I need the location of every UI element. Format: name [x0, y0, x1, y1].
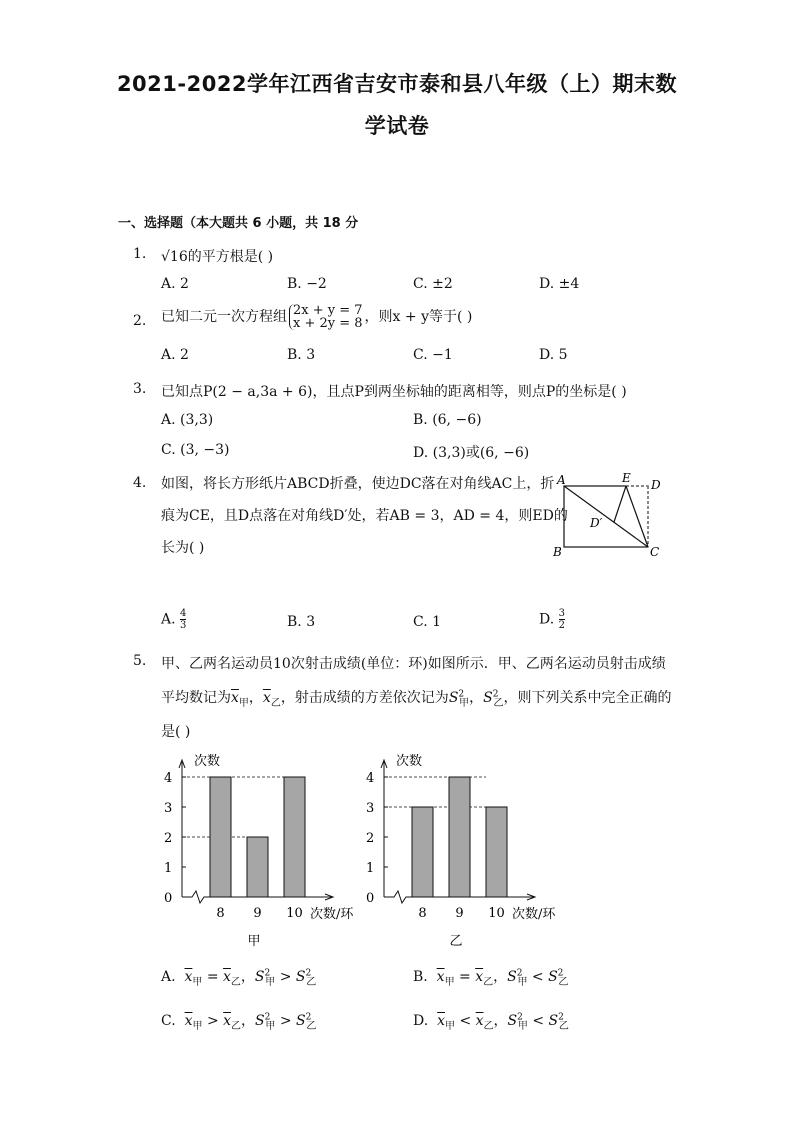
sub-jia: 甲 — [517, 1020, 528, 1032]
q4-option-c[interactable]: C. 1 — [413, 614, 442, 630]
s-symbol: S — [448, 690, 459, 706]
sup-2: 2 — [264, 1012, 271, 1023]
relation-mean: = — [206, 969, 219, 985]
fraction-denominator: 2 — [558, 620, 566, 631]
question-4-line1: 如图，将长方形纸片ABCD折叠，使边DC落在对角线AC上，折 — [161, 476, 555, 492]
sub-jia: 甲 — [459, 697, 470, 709]
sup-2: 2 — [492, 689, 499, 700]
question-3-text: 已知点P(2 − a,3a + 6)，且点P到两坐标轴的距离相等，则点P的坐标是( ) — [161, 384, 627, 400]
xbar-symbol: $\overline{x}$ — [223, 1013, 232, 1029]
question-5-number: 5. — [133, 653, 147, 669]
q4-option-d[interactable] — [539, 608, 565, 631]
equation-system — [289, 304, 363, 330]
xbar-symbol: $\overline{x}$ — [231, 690, 239, 706]
s-symbol: S — [548, 1013, 559, 1029]
x-tick-label: 9 — [455, 906, 464, 921]
bar-chart-yi — [352, 748, 577, 953]
bar-8 — [412, 807, 433, 897]
s-symbol: S — [507, 1013, 518, 1029]
q2-prefix: 已知二元一次方程组 — [161, 309, 287, 325]
q5-line2-c: ，则下列关系中完全正确的 — [503, 690, 672, 706]
q2-option-a[interactable]: A. 2 — [161, 347, 189, 363]
xbar-symbol: $\overline{x}$ — [262, 690, 271, 706]
sup-2: 2 — [558, 1012, 564, 1023]
q5-option-a[interactable]: A. $\overline{x}_甲 = \overline{x}_乙$，$S^2_甲 > S^2_乙$ — [161, 968, 317, 988]
relation-variance: < — [532, 1013, 545, 1029]
xbar-symbol: $\overline{x}$ — [475, 1013, 484, 1029]
q5-option-label: B. — [413, 969, 428, 985]
sup-2: 2 — [305, 968, 312, 979]
sub-yi: 乙 — [306, 1020, 317, 1032]
equation-2: x + 2y = 8 — [293, 316, 363, 331]
q1-option-b[interactable]: B. −2 — [287, 276, 327, 292]
bar-9 — [449, 777, 470, 897]
s-symbol: S — [296, 1013, 306, 1029]
question-5-line3: 是( ) — [161, 724, 191, 740]
sub-jia: 甲 — [444, 976, 455, 988]
q1-option-a[interactable]: A. 2 — [161, 276, 189, 292]
question-3-number: 3. — [133, 381, 147, 397]
q1-option-c[interactable]: C. ±2 — [413, 276, 453, 292]
x-tick-label: 8 — [216, 906, 225, 921]
sup-2: 2 — [264, 968, 271, 979]
sub-yi: 乙 — [483, 1020, 494, 1032]
sub-yi: 乙 — [483, 976, 494, 988]
sub-yi: 乙 — [231, 1020, 242, 1032]
x-tick-label: 8 — [418, 906, 427, 921]
bar-chart-jia — [150, 748, 375, 953]
x-axis-label: 次数/环 — [512, 907, 556, 922]
sub-jia: 甲 — [445, 1020, 455, 1032]
sup-2: 2 — [517, 1012, 523, 1023]
s-symbol: S — [255, 1013, 265, 1029]
question-2-text — [161, 304, 472, 330]
bar-9 — [247, 837, 268, 897]
diagonal-ac — [564, 486, 648, 547]
question-5-line1: 甲、乙两名运动员10次射击成绩(单位：环)如图所示．甲、乙两名运动员射击成绩 — [161, 656, 666, 672]
xbar-symbol: $\overline{x}$ — [437, 1013, 445, 1029]
q2-option-d[interactable]: D. 5 — [539, 347, 568, 363]
sup-2: 2 — [516, 968, 523, 979]
sub-yi: 乙 — [558, 976, 569, 988]
x-tick-label: 10 — [488, 906, 505, 921]
y-tick-label: 2 — [366, 831, 375, 846]
y-tick-label: 1 — [366, 861, 375, 876]
page-title-line2: 学试卷 — [364, 114, 430, 138]
label-d-prime: D′ — [590, 516, 603, 530]
q3-option-d[interactable]: D. (3,3)或(6, −6) — [413, 445, 530, 461]
q4-option-a[interactable] — [161, 608, 186, 631]
q4-option-d-fraction — [559, 608, 565, 631]
bar-10 — [486, 807, 507, 897]
q2-option-b[interactable]: B. 3 — [287, 347, 316, 363]
q5-line2-b: ，射击成绩的方差依次记为 — [280, 690, 449, 706]
q5-option-label: C. — [161, 1013, 176, 1029]
s-symbol: S — [295, 969, 306, 985]
xbar-symbol: $\overline{x}$ — [475, 969, 484, 985]
q5-option-label: D. — [413, 1013, 429, 1029]
y-tick-label: 3 — [164, 801, 173, 816]
x-axis-label: 次数/环 — [310, 907, 354, 922]
equation-1: 2x + y = 7 — [293, 303, 363, 318]
xbar-symbol: $\overline{x}$ — [223, 969, 231, 985]
q4-option-a-label: A. — [161, 611, 176, 628]
relation-variance: > — [279, 1013, 292, 1029]
sub-jia: 甲 — [265, 1020, 276, 1032]
q3-option-b[interactable]: B. (6, −6) — [413, 412, 482, 428]
q5-option-c[interactable]: C. $\overline{x}_甲 > \overline{x}_乙$，$S^2_甲 > S^2_乙$ — [161, 1012, 317, 1032]
y-tick-label: 4 — [366, 771, 375, 786]
q2-suffix: ，则x + y等于( ) — [364, 309, 473, 325]
xbar-symbol: $\overline{x}$ — [184, 1013, 193, 1029]
sup-2: 2 — [305, 1012, 312, 1023]
label-c: C — [650, 545, 660, 559]
sub-yi: 乙 — [558, 1020, 569, 1032]
section-heading: 一、选择题（本大题共 6 小题，共 18 分 — [118, 216, 359, 231]
y-tick-label: 1 — [164, 861, 173, 876]
question-1-number: 1. — [133, 246, 147, 262]
fraction-denominator: 3 — [180, 620, 187, 631]
y-axis-label: 次数 — [396, 754, 423, 769]
question-1-text: √16的平方根是( ) — [161, 249, 274, 265]
q3-option-a[interactable]: A. (3,3) — [161, 412, 214, 428]
bar-10 — [284, 777, 305, 897]
s-symbol: S — [254, 969, 265, 985]
xbar-symbol: $\overline{x}$ — [436, 969, 445, 985]
question-4-line2: 痕为CE，且D点落在对角线D′处，若AB = 3，AD = 4，则ED的 — [161, 508, 568, 524]
relation-mean: > — [206, 1013, 219, 1029]
bar-8 — [210, 777, 231, 897]
y-tick-label: 4 — [164, 771, 173, 786]
y-axis-label: 次数 — [194, 754, 221, 769]
x-tick-label: 10 — [286, 906, 303, 921]
relation-variance: > — [279, 969, 292, 985]
s-symbol: S — [483, 690, 493, 706]
label-d: D — [651, 478, 661, 492]
sub-jia: 甲 — [517, 976, 528, 988]
sub-jia: 甲 — [265, 976, 276, 988]
relation-variance: < — [531, 969, 544, 985]
chart-title: 乙 — [449, 934, 463, 949]
fraction-numerator: 4 — [180, 608, 187, 619]
label-b: B — [553, 545, 562, 559]
question-4-number: 4. — [133, 475, 147, 491]
q2-option-c[interactable]: C. −1 — [413, 347, 453, 363]
sup-2: 2 — [557, 968, 564, 979]
s-symbol: S — [548, 969, 558, 985]
segment-ed-prime — [614, 486, 626, 522]
q4-option-a-fraction — [180, 608, 186, 631]
x-tick-label: 9 — [253, 906, 262, 921]
rectangle-fold-figure — [548, 470, 673, 560]
sub-yi: 乙 — [306, 976, 317, 988]
sub-jia: 甲 — [192, 1020, 203, 1032]
label-a: A — [557, 473, 566, 487]
sub-jia: 甲 — [192, 976, 203, 988]
fraction-numerator: 3 — [558, 608, 566, 619]
sub-yi: 乙 — [270, 697, 281, 709]
q4-option-b[interactable]: B. 3 — [287, 614, 316, 630]
question-2-number: 2. — [133, 313, 147, 329]
xbar-symbol: $\overline{x}$ — [184, 969, 193, 985]
sub-jia: 甲 — [238, 697, 249, 709]
y-tick-label: 3 — [366, 801, 375, 816]
s-symbol: S — [507, 969, 517, 985]
relation-mean: < — [459, 1013, 472, 1029]
sub-yi: 乙 — [493, 697, 504, 709]
q4-option-d-label: D. — [539, 611, 555, 628]
crease-ce — [626, 486, 648, 547]
q5-line2-a: 平均数记为 — [161, 690, 231, 706]
y-tick-label: 0 — [164, 891, 173, 906]
y-tick-label: 2 — [164, 831, 173, 846]
label-e: E — [622, 471, 631, 485]
relation-mean: = — [459, 969, 471, 985]
question-4-line3: 长为( ) — [161, 540, 205, 556]
page-title-line1: 2021-2022学年江西省吉安市泰和县八年级（上）期末数 — [116, 72, 678, 96]
sup-2: 2 — [458, 689, 465, 700]
q5-option-b[interactable]: B. $\overline{x}_甲 = \overline{x}_乙$，$S^2_甲 < S^2_乙$ — [413, 968, 569, 988]
q5-option-label: A. — [161, 969, 176, 985]
chart-title: 甲 — [247, 934, 261, 949]
question-5-line2: 平均数记为$\overline{x}_甲$，$\overline{x}_乙$，射击成绩的方差依次记为$S^2_甲$，$S^2_乙$，则下列关系中完全正确的 — [161, 689, 672, 709]
q5-option-d[interactable]: D. $\overline{x}_甲 < \overline{x}_乙$，$S^2_甲 < S^2_乙$ — [413, 1012, 569, 1032]
sub-yi: 乙 — [230, 976, 241, 988]
q1-option-d[interactable]: D. ±4 — [539, 276, 580, 292]
q3-option-c[interactable]: C. (3, −3) — [161, 442, 230, 458]
y-tick-label: 0 — [366, 891, 375, 906]
